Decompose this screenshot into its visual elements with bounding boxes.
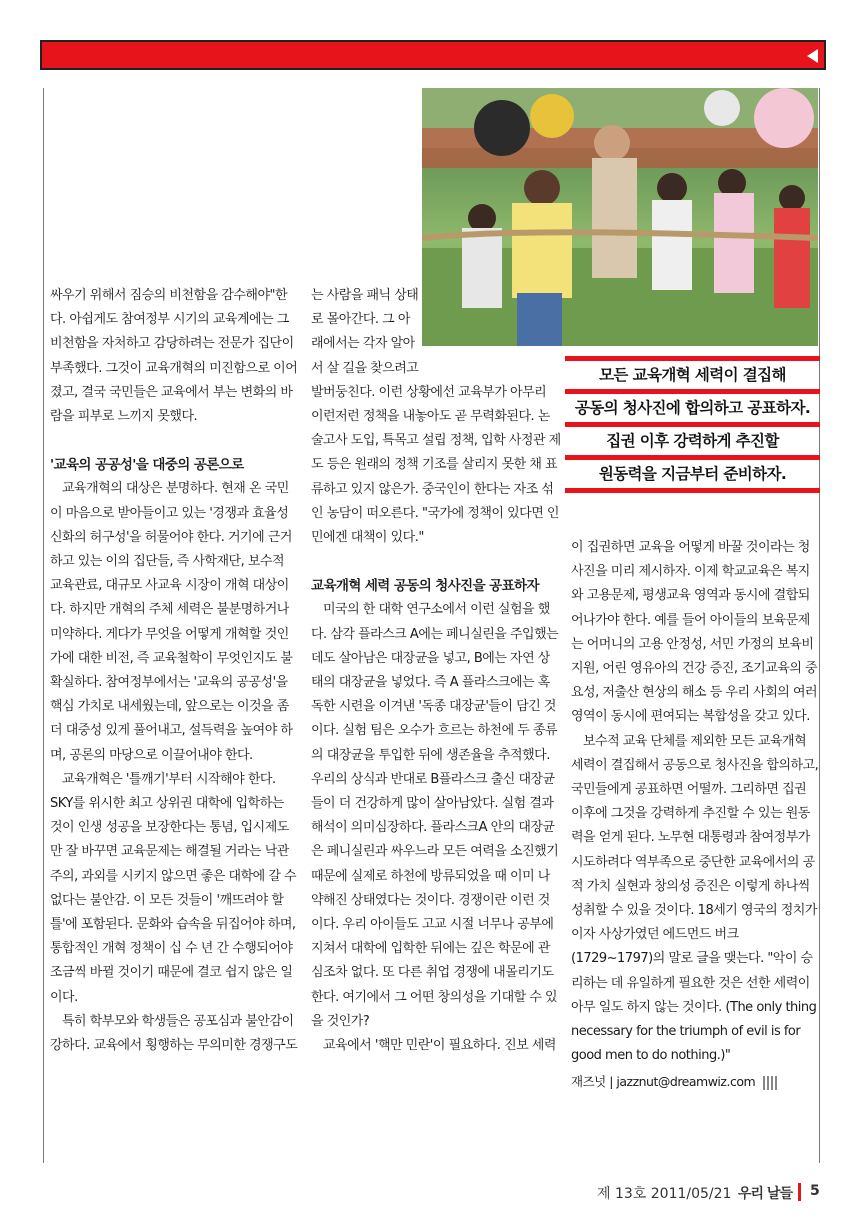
section-heading: 교육개혁 세력 공동의 청사진을 공표하자: [311, 578, 539, 595]
body-paragraph: 싸우기 위해서 짐승의 비천함을 감수해야"한다. 아쉽게도 참여정부 시기의 교육계에는 그 비천함을 자처하고 감당하려는 전문가 집단이 부족했다. 그것이 교육개혁의 미진함으로 이어졌고, 결국 국민들은 교육에서 부는 변화의 바람을 피부로 느끼지 못했다.: [50, 288, 298, 425]
pull-quote-line: 집권 이후 강력하게 추진할: [606, 432, 779, 450]
column-2: [311, 284, 561, 1058]
page-number: 5: [810, 1183, 820, 1199]
photo-wrap-space: [421, 284, 561, 366]
column-divider: [819, 88, 820, 1163]
body-paragraph: 교육개혁의 대상은 분명하다. 현재 온 국민이 마음으로 받아들이고 있는 '경쟁과 효율성 신화의 허구성'을 허물어야 한다. 거기에 근거하고 있는 이의 집단들, 즉 사학재단, 보수적 교육관료, 대규모 사교육 시장이 개혁 대상이다. 하지만 개혁의 주체 세력은 불분명하거나 미약하다. 게다가 무엇을 어떻게 개혁할 것인가에 대한 비전, 즉 교육철학이 무엇인지도 불확실하다. 참여정부에서는 '교육의 공공성'을 핵심 가치로 내세웠는데, 앞으로는 이것을 좀 더 대중성 있게 풀어내고, 설득력을 높여야 하며, 공론의 마당으로 이끌어내야 한다.: [50, 481, 293, 763]
footer-divider: [798, 1183, 801, 1201]
column-divider: [43, 88, 44, 1163]
pull-quote: [565, 356, 820, 493]
pull-quote-rule: [565, 488, 820, 493]
column-1: [50, 284, 298, 1058]
pull-quote-line: 모든 교육개혁 세력이 결집해: [599, 366, 786, 384]
byline: [571, 1070, 819, 1094]
footer-logo: 우리 날들: [738, 1186, 792, 1202]
footer-issue: 제 13호 2011/05/21: [597, 1186, 732, 1202]
body-paragraph: 는 사람을 패닉 상태로 몰아간다. 그 아래에서는 각자 알아서 살 길을 찾으려고 발버둥친다. 이런 상황에선 교육부가 아무리 이런저런 정책을 내놓아도 곧 무력화된다. 논술고사 도입, 특목고 설립 정책, 입학 사정관 제도 등은 원래의 정책 기조를 살리지 못한 채 표류하고 있지 않은가. 중국인이 한다는 자조 섞인 농담이 떠오른다. "국가에 정책이 있다면 인민에겐 대책이 있다.": [311, 288, 561, 546]
body-paragraph: 이 집권하면 교육을 어떻게 바꿀 것이라는 청사진을 미리 제시하자. 이제 학교교육은 복지와 고용문제, 평생교육 영역과 동시에 결합되어나가야 한다. 예를 들어 아이들의 보육문제는 어머니의 고용 안정성, 서민 가정의 보육비 지원, 어린 영유아의 건강 증진, 조기교육의 중요성, 저출산 현상의 해소 등 우리 사회의 여러 영역이 동시에 편여되는 복합성을 갖고 있다.: [571, 540, 818, 725]
triangle-left-icon: [807, 49, 818, 63]
pull-quote-line: 공동의 청사진에 합의하고 공표하자.: [574, 399, 811, 417]
column-3: [571, 536, 819, 1095]
byline-text: 재즈넛 | jazznut@dreamwiz.com: [571, 1074, 756, 1090]
qr-code-icon: [763, 1076, 777, 1090]
section-heading: '교육의 공공성'을 대중의 공론으로: [50, 457, 244, 474]
body-paragraph: 미국의 한 대학 연구소에서 이런 실험을 했다. 삼각 플라스크 A에는 페니실린을 주입했는데도 살아남은 대장균을 넣고, B에는 자연 상태의 대장균을 넣었다. 즉 A 플라스크에는 혹독한 시련을 이겨낸 '독종 대장균'들이 담긴 것이다. 실험 팀은 오수가 흐르는 하천에 두 종류의 대장균을 투입한 뒤에 생존율을 추적했다. 우리의 상식과 반대로 B플라스크 출신 대장균들이 더 건강하게 많이 살아남았다. 실험 결과 해석이 의미심장하다. 플라스크A 안의 대장균은 페니실린과 싸우느라 모든 여력을 소진했기 때문에 실제로 하천에 방류되었을 때 이미 나약해진 상태였다는 것이다. 경쟁이란 이런 것이다. 우리 아이들도 고교 시절 너무나 공부에 지쳐서 대학에 입학한 뒤에는 깊은 학문에 관심조차 없다. 또 다른 취업 경쟁에 내몰리기도 한다. 여기에서 그 어떤 창의성을 기대할 수 있을 것인가?: [311, 602, 559, 1029]
header-bar: [40, 40, 826, 70]
body-paragraph: 교육개혁은 '틀깨기'부터 시작해야 한다. SKY를 위시한 최고 상위권 대학에 입학하는 것이 인생 성공을 보장한다는 통념, 입시제도만 잘 바꾸면 교육문제는 해결될 거라는 낙관주의, 과외를 시키지 않으면 좋은 대학에 갈 수 없다는 불안감. 이 모든 것들이 '깨뜨려야 할 틀'에 포함된다. 문화와 습속을 뒤집어야 하며, 통합적인 개혁 정책이 십 수 년 간 수행되어야 조금씩 바뀔 것이기 때문에 결코 쉽지 않은 일이다.: [50, 771, 297, 1005]
body-paragraph: 특히 학부모와 학생들은 공포심과 불안감이 강하다. 교육에서 횡행하는 무의미한 경쟁구도: [50, 1013, 298, 1054]
body-paragraph: 보수적 교육 단체를 제외한 모든 교육개혁 세력이 결집해서 공동으로 청사진을 합의하고, 국민들에게 공표하면 어떨까. 그리하면 집권 이후에 그것을 강력하게 추진할 수 있는 원동력을 얻게 된다. 노무현 대통령과 참여정부가 시도하려다 역부족으로 중단한 교육에서의 공적 가치 실현과 창의성 증진은 이렇게 하나씩 성취할 수 있을 것이다. 18세기 영국의 정치가이자 사상가였던 에드먼드 버크(1729~1797)의 말로 글을 맺는다. "악이 승리하는 데 유일하게 필요한 것은 선한 세력이 아무 일도 하지 않는 것이다. (The only thing necessary for the triumph of evil is for good men to do nothing.)": [571, 733, 819, 1064]
pull-quote-line: 원동력을 지금부터 준비하자.: [598, 465, 787, 483]
body-paragraph: 교육에서 '핵만 민란'이 필요하다. 진보 세력: [323, 1038, 556, 1054]
